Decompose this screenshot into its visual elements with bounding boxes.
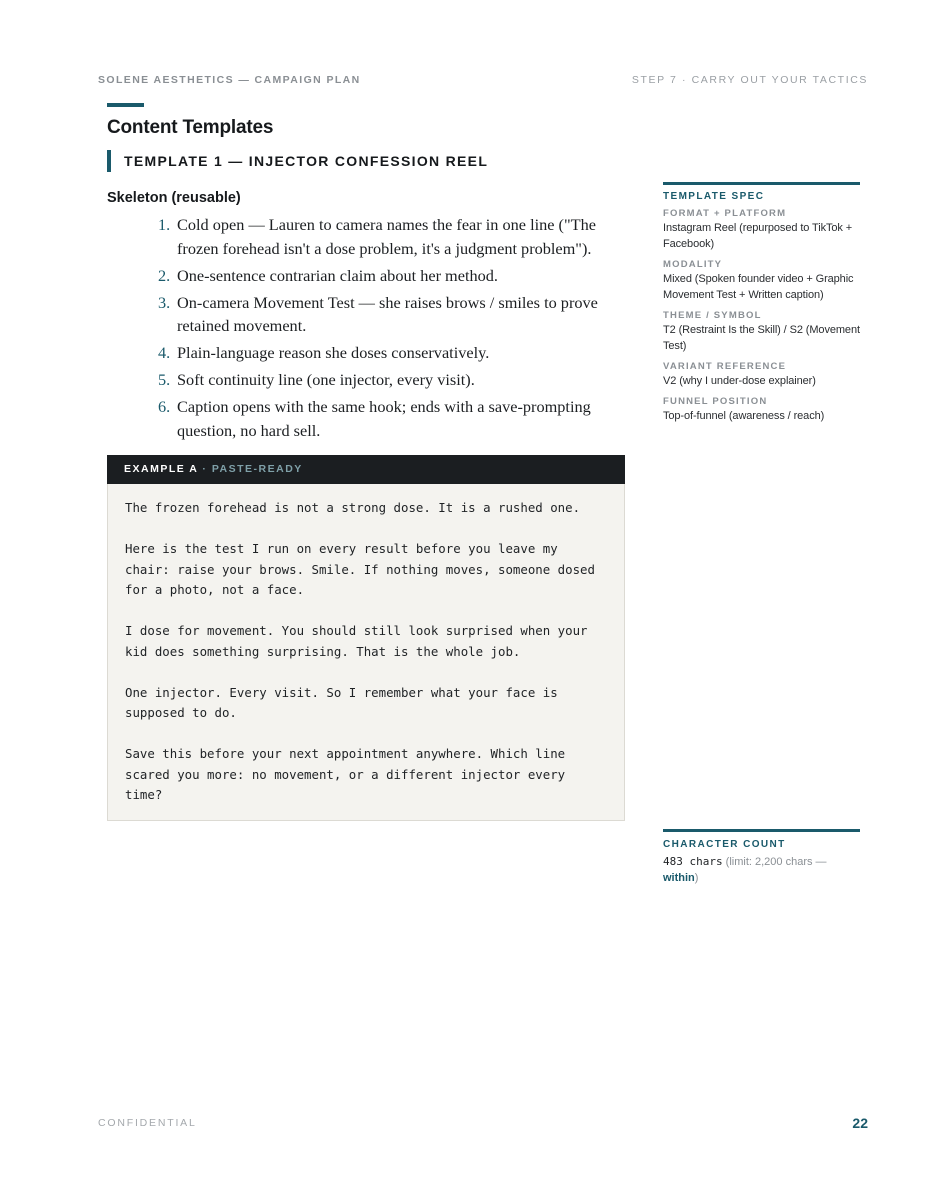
- example-header: [107, 455, 625, 484]
- character-limit-text: (limit: 2,200 chars —: [725, 856, 827, 868]
- step-text: One-sentence contrarian claim about her method.: [177, 265, 498, 285]
- step-number: 6.: [158, 397, 171, 416]
- step-text: Cold open — Lauren to camera names the fear in one line ("The frozen forehead isn't a dose problem, it's a judgment problem").: [177, 215, 596, 258]
- section-title: Content Templates: [107, 117, 274, 138]
- character-limit-close: ): [694, 872, 699, 884]
- step-number: 5.: [158, 370, 171, 389]
- example-tag: PASTE-READY: [211, 463, 303, 475]
- list-item: [154, 264, 629, 288]
- character-count-line: [663, 854, 860, 886]
- example-label: EXAMPLE A: [124, 463, 198, 475]
- spec-label: MODALITY: [663, 259, 723, 270]
- step-text: Caption opens with the same hook; ends with a save-prompting question, no hard sell.: [177, 397, 591, 440]
- running-header-right: STEP 7 · CARRY OUT YOUR TACTICS: [631, 74, 868, 86]
- spec-label: VARIANT REFERENCE: [663, 361, 787, 372]
- spec-title: TEMPLATE SPEC: [663, 191, 765, 202]
- example-paragraph: I dose for movement. You should still look surprised when your kid does something surprising. That is the whole job.: [125, 623, 588, 659]
- spec-label: FUNNEL POSITION: [663, 396, 768, 407]
- step-text: Soft continuity line (one injector, every visit).: [177, 370, 475, 389]
- title-accent-rule: [107, 103, 144, 107]
- step-number: 4.: [158, 343, 171, 362]
- spec-value: Mixed (Spoken founder video + Graphic Movement Test + Written caption): [663, 273, 854, 301]
- example-copy-block[interactable]: [107, 484, 625, 821]
- example-paragraph: One injector. Every visit. So I remember what your face is supposed to do.: [125, 684, 558, 720]
- spec-label: FORMAT + PLATFORM: [663, 208, 787, 219]
- running-header-left: SOLENE AESTHETICS — CAMPAIGN PLAN: [98, 74, 361, 86]
- page-number: 22: [852, 1115, 868, 1131]
- character-count-value: 483 chars: [663, 855, 723, 868]
- spec-value: Top-of-funnel (awareness / reach): [663, 410, 825, 422]
- step-number: 3.: [158, 292, 171, 312]
- template-spec-panel: [663, 182, 860, 430]
- character-count-title: CHARACTER COUNT: [663, 839, 786, 850]
- list-item: [154, 341, 629, 365]
- spec-value: Instagram Reel (repurposed to TikTok + Facebook): [663, 222, 853, 250]
- step-number: 2.: [158, 265, 171, 285]
- footer-confidential: CONFIDENTIAL: [98, 1117, 197, 1129]
- step-number: 1.: [158, 215, 171, 234]
- list-item: [154, 395, 629, 442]
- list-item: [154, 368, 629, 392]
- example-paragraph: Save this before your next appointment anywhere. Which line scared you more: no movement, or a different injector every time?: [125, 746, 566, 802]
- spec-value: V2 (why I under-dose explainer): [663, 375, 816, 387]
- character-count-panel: [663, 829, 860, 886]
- character-count-status: within: [663, 872, 695, 884]
- step-text: On-camera Movement Test — she raises brows / smiles to prove retained movement.: [177, 292, 598, 335]
- skeleton-label: Skeleton (reusable): [107, 190, 241, 206]
- example-paragraph: Here is the test I run on every result before you leave my chair: raise your brows. Smile. If nothing moves, someone dosed for a photo, not a face.: [125, 541, 595, 597]
- example-separator: ·: [202, 463, 208, 475]
- list-item: [154, 213, 629, 260]
- step-text: Plain-language reason she doses conservatively.: [177, 343, 490, 362]
- template-heading: TEMPLATE 1 — INJECTOR CONFESSION REEL: [107, 150, 488, 172]
- example-paragraph: The frozen forehead is not a strong dose. It is a rushed one.: [125, 500, 581, 515]
- spec-label: THEME / SYMBOL: [663, 310, 762, 321]
- list-item: [154, 291, 629, 338]
- spec-value: T2 (Restraint Is the Skill) / S2 (Movement Test): [663, 324, 860, 352]
- skeleton-steps-list: [154, 213, 629, 446]
